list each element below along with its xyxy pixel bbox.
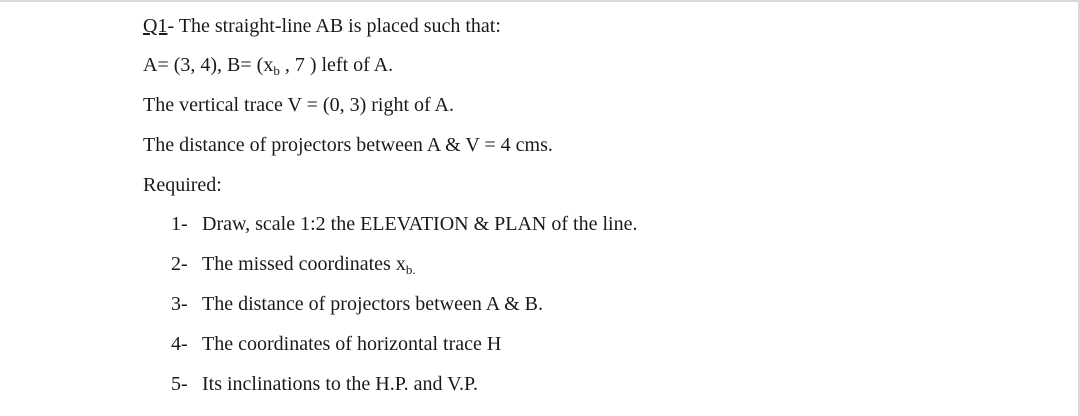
distance-line: The distance of projectors between A & V = 4 cms. xyxy=(143,134,553,156)
points-subscript: b xyxy=(273,63,280,78)
required-item xyxy=(171,332,501,356)
required-item xyxy=(171,212,637,236)
question-number: Q1 xyxy=(143,15,168,37)
question-intro: - The straight-line AB is placed such that: xyxy=(167,15,501,37)
points-line xyxy=(143,53,393,83)
item-number: 1- xyxy=(171,213,188,235)
required-label: Required: xyxy=(143,174,222,196)
item-number: 3- xyxy=(171,293,188,315)
item-number: 4- xyxy=(171,333,188,355)
top-border xyxy=(0,0,1080,2)
required-item xyxy=(171,372,478,396)
required-item xyxy=(171,252,416,282)
vertical-trace-line: The vertical trace V = (0, 3) right of A. xyxy=(143,94,454,116)
item-text: The distance of projectors between A & B. xyxy=(202,293,544,315)
item-text: Draw, scale 1:2 the ELEVATION & PLAN of the line. xyxy=(202,213,638,235)
item-text: The missed coordinates x xyxy=(202,253,406,275)
question-heading xyxy=(143,14,501,38)
item-number: 5- xyxy=(171,373,188,395)
item-subscript: b. xyxy=(405,262,416,277)
points-text: A= (3, 4), B= (x xyxy=(143,54,274,76)
item-number: 2- xyxy=(171,253,188,275)
points-text-end: , 7 ) left of A. xyxy=(279,54,394,76)
item-text: Its inclinations to the H.P. and V.P. xyxy=(202,373,478,395)
required-item xyxy=(171,292,543,316)
item-text: The coordinates of horizontal trace H xyxy=(202,333,502,355)
